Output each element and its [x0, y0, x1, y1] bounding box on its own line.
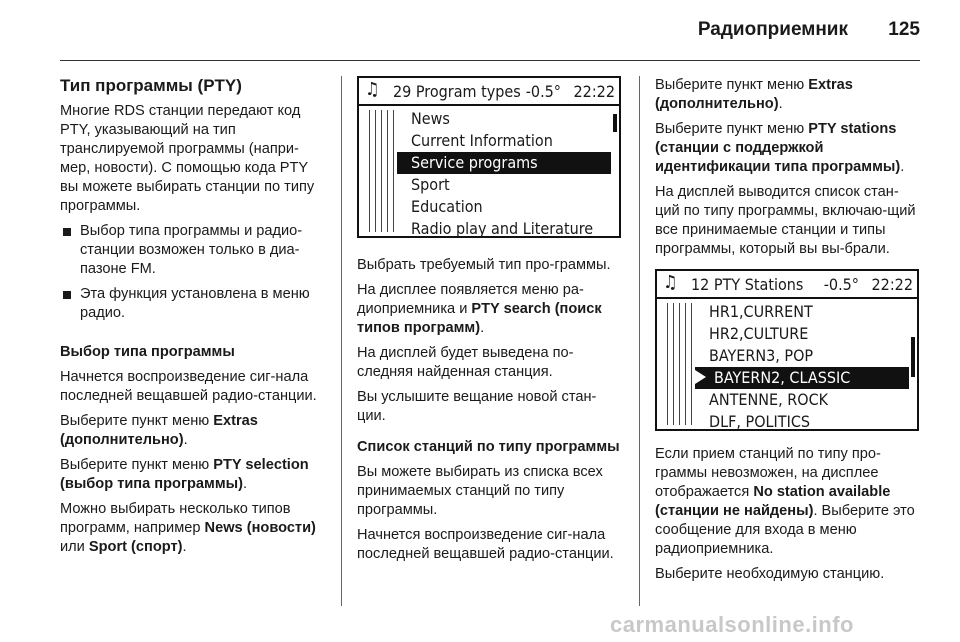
paragraph: Вы услышите вещание новой стан-ции. — [357, 389, 597, 424]
menu-item[interactable]: News — [411, 109, 450, 128]
menu-term: PTY search (поиск типов программ) — [357, 301, 602, 336]
menu-item[interactable]: Service programs — [397, 152, 611, 174]
screen-value: -0.5° — [823, 275, 859, 294]
menu-item[interactable]: Education — [411, 197, 483, 216]
page-title: Радиоприемник — [697, 19, 848, 40]
menu-item[interactable]: BAYERN2, CLASSIC — [695, 367, 909, 389]
screen-time: 22:22 — [573, 82, 615, 101]
intro-text: Многие RDS станции передают код PTY, указывающий на тип транслируемой программы (напри-мер, новости). С помощью кода PTY вы можете выбирать станции по типу программы. — [60, 103, 315, 214]
subsection-heading: Список станций по типу программы — [357, 439, 620, 455]
menu-term: PTY stations (станции с поддержкой идентификации типа программы) — [655, 121, 901, 175]
menu-term: Extras (дополнительно) — [60, 413, 258, 448]
paragraph: Начнется воспроизведение сиг-нала последней вещавшей радио-станции. — [357, 527, 614, 562]
menu-term: PTY selection (выбор типа программы) — [60, 457, 309, 492]
menu-item[interactable]: Sport — [411, 175, 450, 194]
paragraph: Выберите пункт меню Extras (дополнительно). — [655, 77, 853, 112]
music-note-icon: ♫ — [365, 79, 380, 100]
paragraph: Выберите пункт меню Extras (дополнительно). — [60, 413, 258, 448]
paragraph: Выберите пункт меню PTY stations (станции с поддержкой идентификации типа программы). — [655, 121, 905, 175]
menu-item[interactable]: DLF, POLITICS — [709, 412, 811, 431]
column-3 — [655, 76, 923, 590]
menu-item[interactable]: ANTENNE, ROCK — [709, 390, 829, 409]
menu-item[interactable]: HR1,CURRENT — [709, 302, 813, 321]
paragraph: Выберите необходимую станцию. — [655, 566, 885, 582]
screen-topbar — [657, 271, 917, 299]
music-note-icon: ♫ — [663, 272, 678, 293]
screen-title: 29 Program types — [393, 82, 521, 101]
paragraph: На дисплее появляется меню ра-диоприемника и PTY search (поиск типов программ). — [357, 282, 602, 336]
pty-station-list — [695, 301, 909, 431]
decorative-lines — [663, 303, 695, 425]
menu-item[interactable]: Radio play and Literature — [411, 219, 594, 238]
watermark: carmanualsonline.info — [610, 612, 854, 637]
bullet-item: Выбор типа программы и радио-станции возможен только в диа-пазоне FM. — [60, 222, 325, 279]
column-divider-2 — [639, 76, 640, 606]
paragraph: Выбрать требуемый тип про-граммы. — [357, 257, 611, 273]
page-header — [0, 0, 960, 44]
screen-time: 22:22 — [871, 275, 913, 294]
scrollbar[interactable] — [911, 337, 915, 377]
subsection-heading: Выбор типа программы — [60, 344, 235, 360]
section-heading: Тип программы (PTY) — [60, 76, 242, 95]
menu-item[interactable]: Current Information — [411, 131, 553, 150]
menu-term: Extras (дополнительно) — [655, 77, 853, 112]
paragraph: На дисплей будет выведена по-следняя найденная станция. — [357, 345, 574, 380]
menu-item[interactable]: BAYERN3, POP — [709, 346, 814, 365]
pty-stations-screen — [655, 269, 919, 431]
screen-title: 12 PTY Stations — [691, 275, 804, 294]
column-2 — [357, 76, 625, 570]
paragraph: Если прием станций по типу про-граммы невозможен, на дисплее отображается No station available (станции не найдены). Выберите это сообщение для входа в меню радиоприемника. — [655, 446, 915, 557]
menu-term: No station available (станции не найдены) — [655, 484, 891, 519]
paragraph: Начнется воспроизведение сиг-нала последней вещавшей радио-станции. — [60, 369, 317, 404]
bullet-item: Эта функция установлена в меню радио. — [60, 285, 325, 323]
column-1 — [60, 76, 325, 563]
screen-value: -0.5° — [525, 82, 561, 101]
paragraph: Вы можете выбирать из списка всех принимаемых станций по типу программы. — [357, 464, 603, 518]
program-types-screen — [357, 76, 621, 238]
program-type-list — [397, 108, 611, 238]
header-rule — [60, 60, 920, 61]
menu-term: News (новости) — [204, 520, 316, 536]
paragraph: Выберите пункт меню PTY selection (выбор типа программы). — [60, 457, 309, 492]
paragraph: Можно выбирать несколько типов программ, например News (новости) или Sport (спорт). — [60, 501, 316, 555]
screen-topbar — [359, 78, 619, 106]
decorative-lines — [365, 110, 397, 232]
menu-term: Sport (спорт) — [88, 539, 183, 555]
scrollbar[interactable] — [613, 114, 617, 132]
paragraph: На дисплей выводится список стан-ций по типу программы, включаю-щий все принимаемые станции и типы программы, который вы вы-брали. — [655, 184, 916, 257]
menu-item[interactable]: HR2,CULTURE — [709, 324, 809, 343]
column-divider-1 — [341, 76, 342, 606]
play-arrow-icon — [695, 370, 706, 384]
page-number: 125 — [888, 19, 920, 40]
